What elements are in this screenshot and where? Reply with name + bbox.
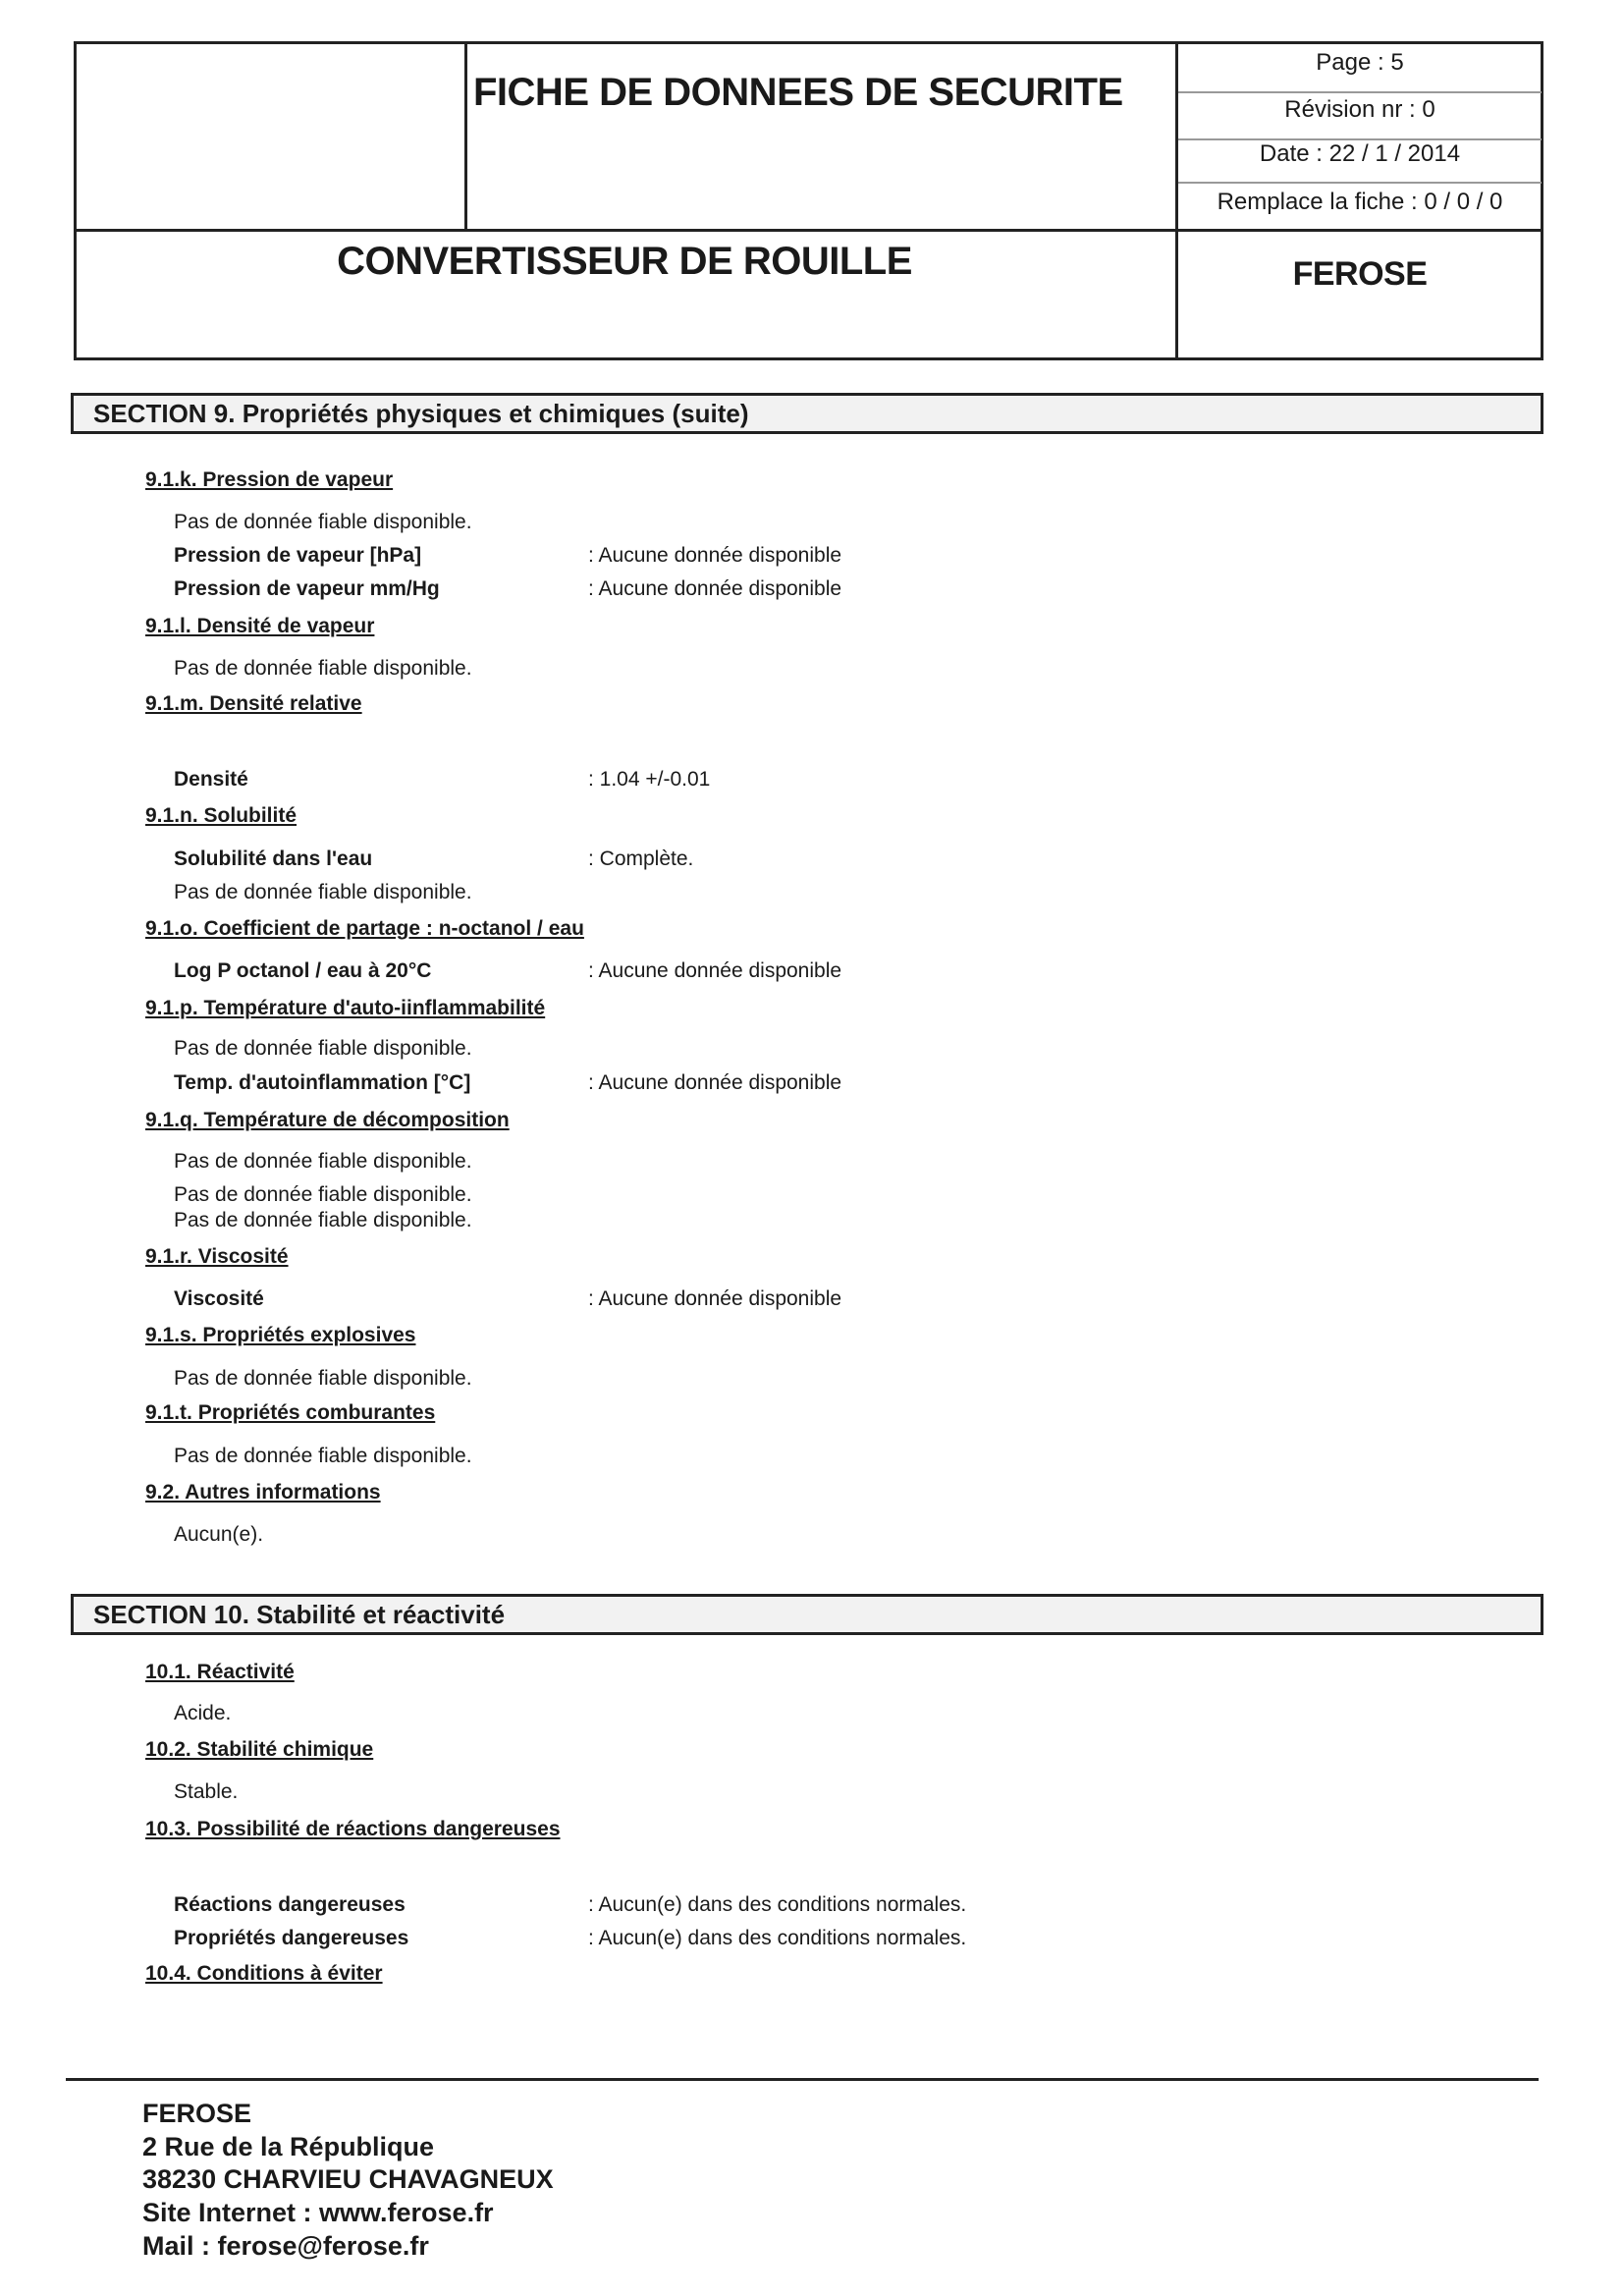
subsection-heading: 9.1.o. Coefficient de partage : n-octanol / eau [145, 917, 584, 940]
subsection-heading: 9.1.k. Pression de vapeur [145, 468, 394, 491]
subsection-heading: 10.1. Réactivité [145, 1661, 295, 1683]
revision-number: Révision nr : 0 [1284, 96, 1435, 123]
replaces-sheet: Remplace la fiche : 0 / 0 / 0 [1217, 189, 1503, 215]
subsection-heading: 9.1.l. Densité de vapeur [145, 615, 375, 637]
info-text: Pas de donnée fiable disponible. [174, 1445, 472, 1467]
page-number: Page : 5 [1316, 49, 1404, 76]
property-label: Solubilité dans l'eau [174, 847, 373, 870]
info-text: Pas de donnée fiable disponible. [174, 1367, 472, 1390]
property-label: Pression de vapeur mm/Hg [174, 577, 440, 600]
footer-line: 38230 CHARVIEU CHAVAGNEUX [142, 2164, 554, 2194]
footer-line: 2 Rue de la République [142, 2132, 435, 2161]
footer-line: FEROSE [142, 2099, 252, 2128]
subsection-heading: 10.4. Conditions à éviter [145, 1962, 383, 1985]
property-value: : Aucune donnée disponible [588, 577, 842, 600]
footer-line: Mail : ferose@ferose.fr [142, 2231, 429, 2261]
subsection-heading: 9.1.n. Solubilité [145, 804, 298, 827]
footer-divider [66, 2078, 1539, 2081]
property-value: : Complète. [588, 847, 694, 870]
property-label: Temp. d'autoinflammation [°C] [174, 1071, 471, 1094]
subsection-heading: 9.1.q. Température de décomposition [145, 1109, 510, 1131]
subsection-heading: 10.2. Stabilité chimique [145, 1738, 374, 1761]
header-divider [1178, 91, 1542, 93]
document-date: Date : 22 / 1 / 2014 [1259, 140, 1461, 167]
property-value: : 1.04 +/-0.01 [588, 768, 711, 791]
info-text: Pas de donnée fiable disponible. [174, 1150, 472, 1173]
property-value: : Aucun(e) dans des conditions normales. [588, 1927, 967, 1949]
subsection-heading: 9.1.m. Densité relative [145, 692, 362, 715]
subsection-heading: 10.3. Possibilité de réactions dangereuses [145, 1818, 561, 1840]
header-divider [464, 41, 467, 232]
property-value: : Aucune donnée disponible [588, 544, 842, 567]
info-text: Pas de donnée fiable disponible. [174, 1209, 472, 1231]
property-value: : Aucun(e) dans des conditions normales. [588, 1893, 967, 1916]
product-name: CONVERTISSEUR DE ROUILLE [337, 240, 912, 283]
info-text: Acide. [174, 1702, 232, 1724]
info-text: Pas de donnée fiable disponible. [174, 1183, 472, 1206]
header-divider [1178, 182, 1542, 184]
company-name: FEROSE [1292, 255, 1428, 293]
info-text: Pas de donnée fiable disponible. [174, 657, 472, 680]
subsection-heading: 9.1.r. Viscosité [145, 1245, 289, 1268]
property-label: Densité [174, 768, 248, 791]
property-label: Log P octanol / eau à 20°C [174, 959, 432, 982]
section-9-heading: SECTION 9. Propriétés physiques et chimiques (suite) [71, 393, 1543, 434]
info-text: Aucun(e). [174, 1523, 264, 1546]
property-value: : Aucune donnée disponible [588, 1287, 842, 1310]
document-title: FICHE DE DONNEES DE SECURITE [473, 71, 1123, 114]
subsection-heading: 9.1.p. Température d'auto-iinflammabilité [145, 997, 546, 1019]
subsection-heading: 9.2. Autres informations [145, 1481, 381, 1503]
property-label: Pression de vapeur [hPa] [174, 544, 422, 567]
property-value: : Aucune donnée disponible [588, 959, 842, 982]
footer-line: Site Internet : www.ferose.fr [142, 2198, 494, 2227]
info-text: Stable. [174, 1780, 239, 1803]
info-text: Pas de donnée fiable disponible. [174, 511, 472, 533]
header-divider [74, 229, 1543, 232]
info-text: Pas de donnée fiable disponible. [174, 881, 472, 903]
property-label: Viscosité [174, 1287, 264, 1310]
property-label: Réactions dangereuses [174, 1893, 406, 1916]
section-10-heading: SECTION 10. Stabilité et réactivité [71, 1594, 1543, 1635]
property-label: Propriétés dangereuses [174, 1927, 409, 1949]
subsection-heading: 9.1.t. Propriétés comburantes [145, 1401, 436, 1424]
info-text: Pas de donnée fiable disponible. [174, 1037, 472, 1060]
property-value: : Aucune donnée disponible [588, 1071, 842, 1094]
subsection-heading: 9.1.s. Propriétés explosives [145, 1324, 416, 1346]
